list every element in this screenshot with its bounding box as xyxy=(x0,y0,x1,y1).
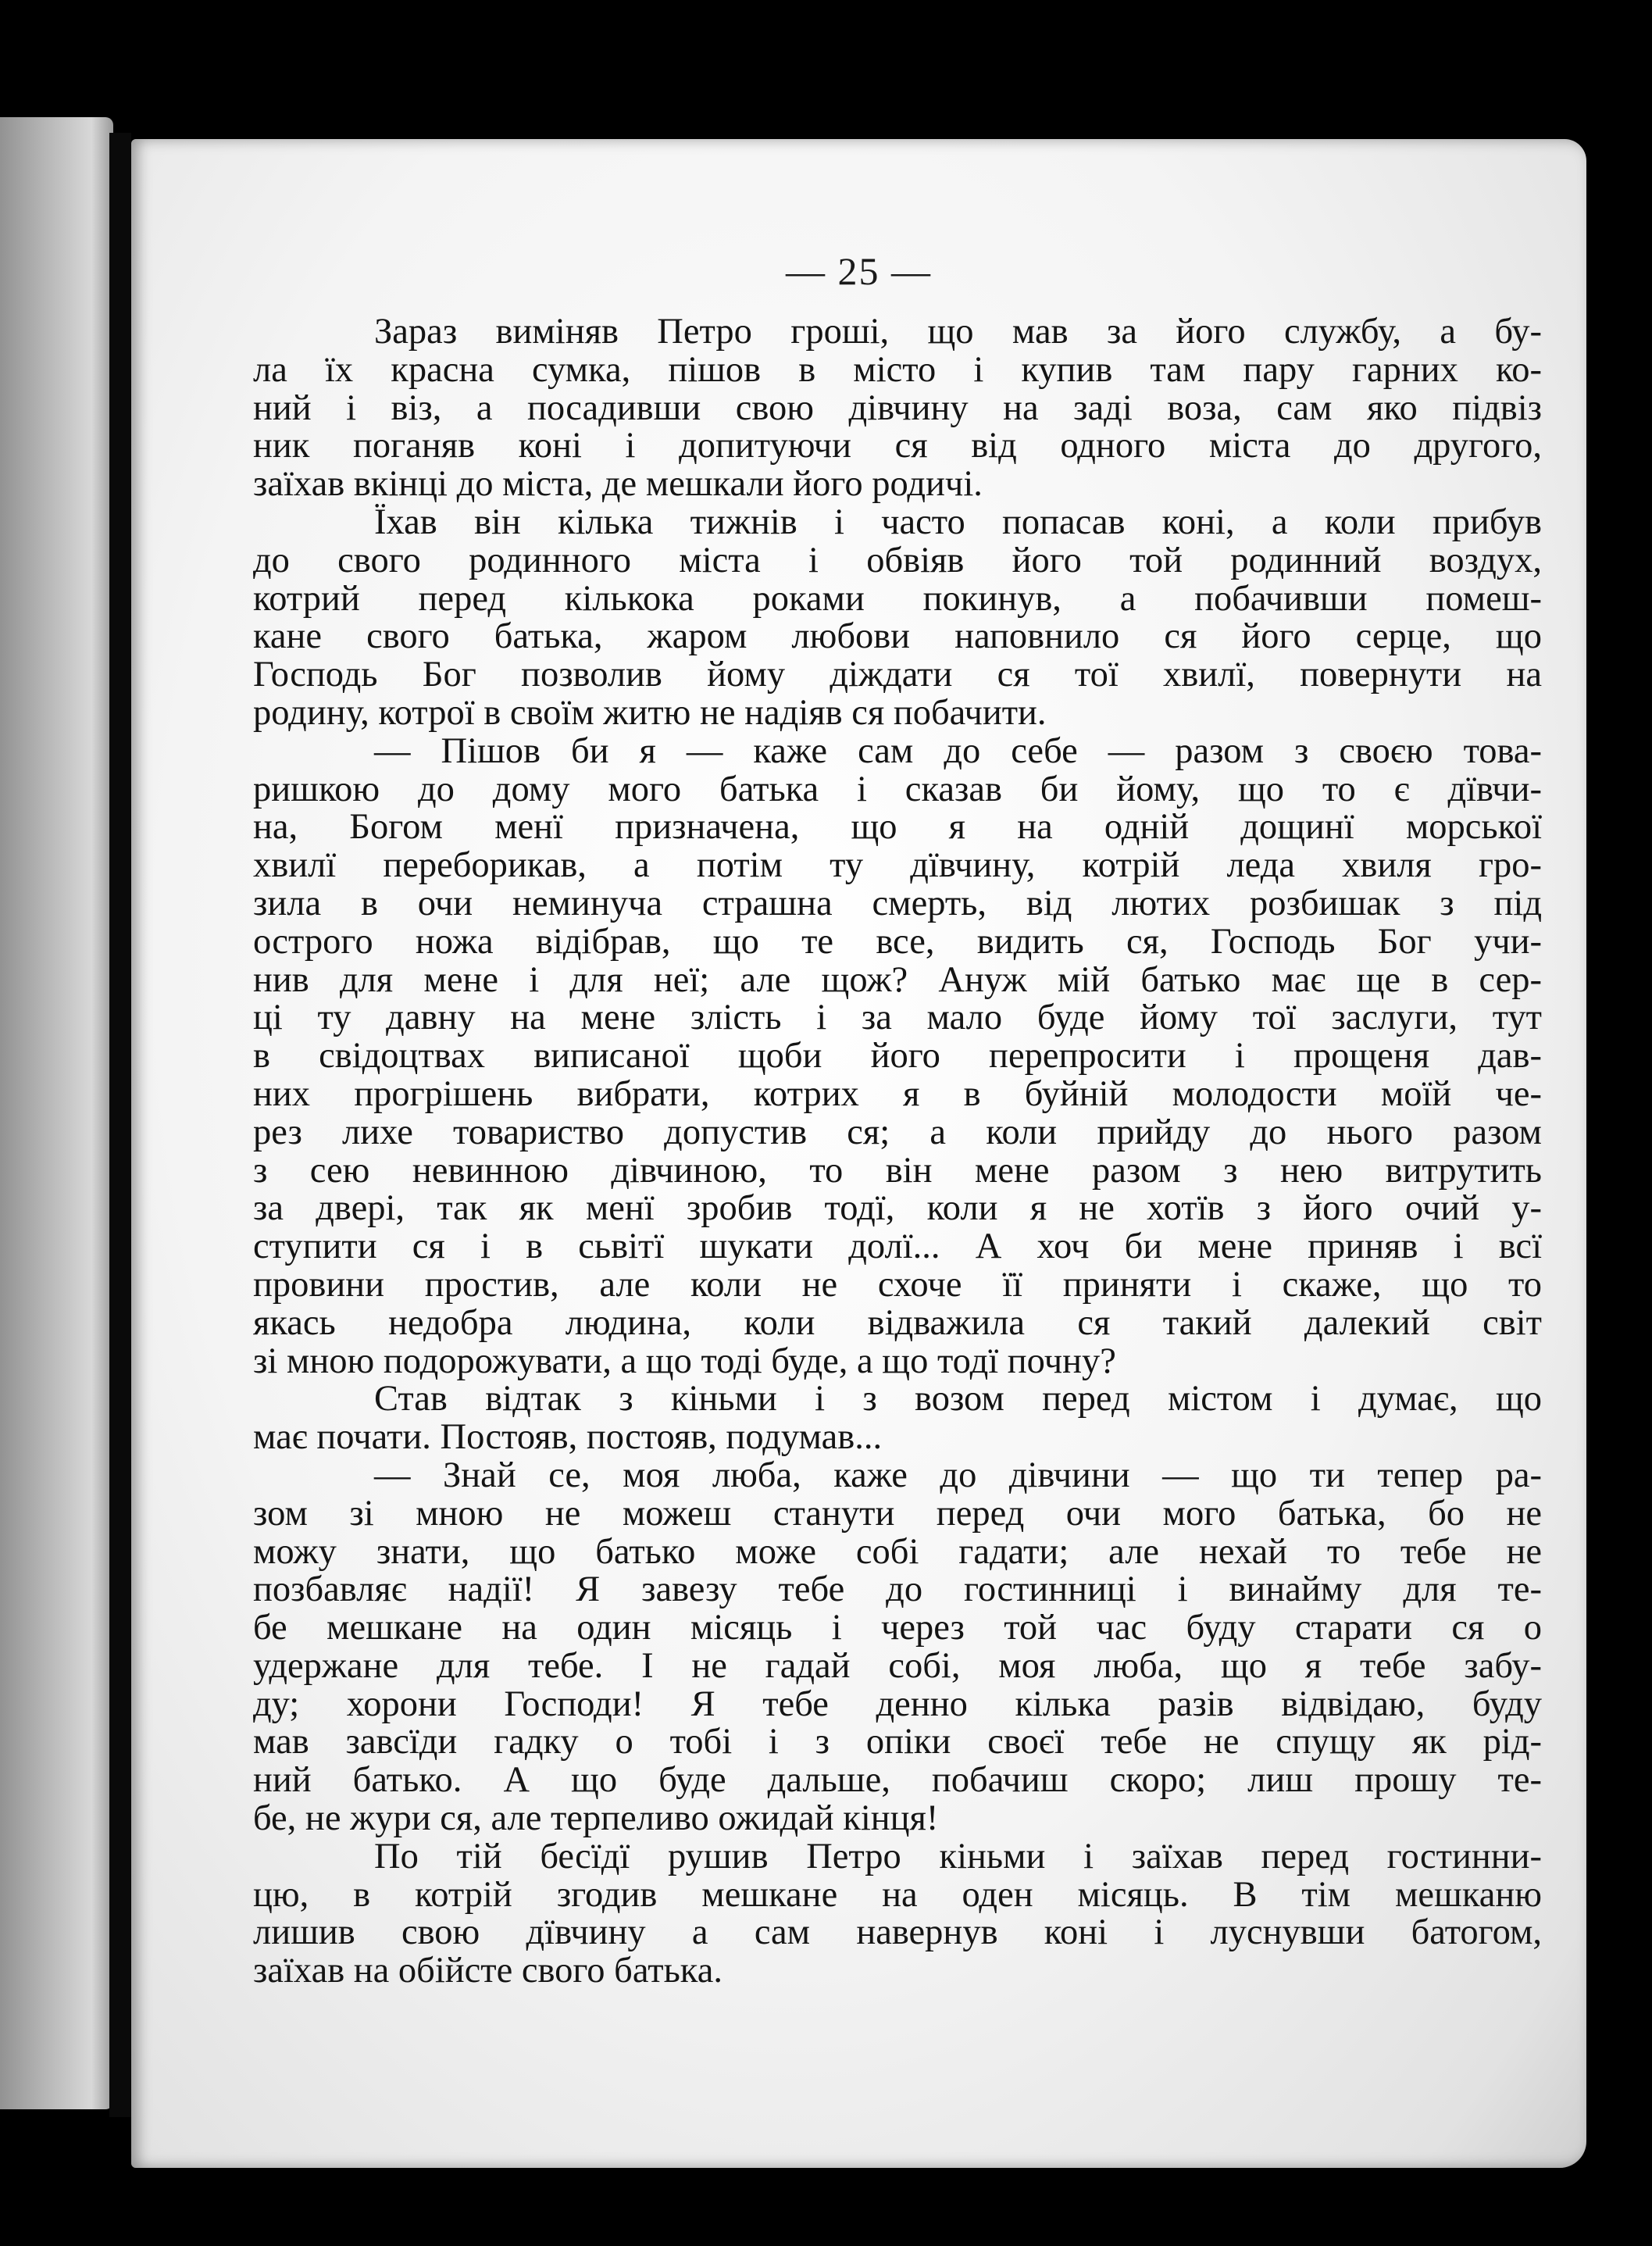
text-line: — Знай се, моя люба, каже до дівчини — що ти тепер ра- xyxy=(374,1455,1542,1495)
text-line: бе мешкане на один місяць і через той час буду старати ся о xyxy=(253,1608,1542,1648)
text-line: кане свого батька, жаром любови наповнило ся його серце, що xyxy=(253,616,1542,657)
text-line: хвилї переборикав, а потім ту дївчину, котрій леда хвиля гро- xyxy=(253,845,1542,886)
text-line: зі мною подорожувати, а що тоді буде, а що тодї почну? xyxy=(253,1341,1116,1381)
text-line: ришкою до дому мого батька і сказав би йому, що то є дївчи- xyxy=(253,769,1542,809)
text-line: Зараз виміняв Петро гроші, що мав за його службу, а бу- xyxy=(374,312,1542,352)
text-line: Їхав він кілька тижнів і часто попасав коні, а коли прибув xyxy=(374,502,1542,542)
text-line: з сею невинною дівчиною, то він мене разом з нею витрутить xyxy=(253,1150,1542,1191)
text-line: заїхав на обійсте свого батька. xyxy=(253,1951,723,1991)
text-line: ний батько. А що буде дальше, побачиш скоро; лиш прошу те- xyxy=(253,1760,1542,1801)
text-line: нив для мене і для неї; але щож? Ануж мій батько має ще в сер- xyxy=(253,959,1542,1000)
text-line: ступити ся і в сьвітї шукати долї... А хоч би мене приняв і всї xyxy=(253,1227,1542,1267)
text-line: бе, не жури ся, але терпеливо ожидай кінця! xyxy=(253,1798,939,1839)
text-line: ла їх красна сумка, пішов в місто і купив там пару гарних ко- xyxy=(253,349,1542,390)
text-line: ник поганяв коні і допитуючи ся від одного міста до другого, xyxy=(253,426,1542,466)
text-line: в свідоцтвах виписаної щоби його перепросити і прощеня дав- xyxy=(253,1036,1542,1077)
book-gutter xyxy=(109,133,131,2117)
text-line: них прогрішень вибрати, котрих я в буйній молодости моїй че- xyxy=(253,1073,1542,1114)
text-line: котрий перед кількока роками покинув, а побачивши помеш- xyxy=(253,578,1542,619)
text-line: родину, котрої в своїм житю не надіяв ся побачити. xyxy=(253,692,1047,733)
text-line: По тій бесїдї рушив Петро кіньми і заїхав перед гостинни- xyxy=(374,1836,1542,1876)
text-line: якась недобра людина, коли відважила ся такий далекий світ xyxy=(253,1302,1542,1343)
text-line: — Пішов би я — каже сам до себе — разом з своєю това- xyxy=(374,730,1542,771)
text-line: Став відтак з кіньми і з возом перед містом і думає, що xyxy=(374,1379,1542,1419)
text-line: цю, в котрій згодив мешкане на оден місяць. В тім мешканю xyxy=(253,1874,1542,1915)
text-line: рез лихе товариство допустив ся; а коли прийду до нього разом xyxy=(253,1112,1542,1152)
text-line: провини простив, але коли не схоче її приняти і скаже, що то xyxy=(253,1264,1542,1305)
text-line: має почати. Постояв, постояв, подумав... xyxy=(253,1417,883,1458)
text-line: ці ту давну на мене злість і за мало буде йому тої заслуги, тут xyxy=(253,998,1542,1038)
text-line: лишив свою дївчину а сам навернув коні і луснувши батогом, xyxy=(253,1912,1542,1953)
text-line: за двері, так як менї зробив тодї, коли я не хотїв з його очий у- xyxy=(253,1188,1542,1229)
text-line: удержане для тебе. І не гадай собі, моя люба, що я тебе забу- xyxy=(253,1645,1542,1686)
page-number: — 25 — xyxy=(786,249,932,293)
page-text xyxy=(253,313,1542,1991)
text-line: ний і віз, а посадивши свою дівчину на заді воза, сам яко підвіз xyxy=(253,387,1542,428)
text-line: мав завсїди гадку о тобі і з опіки своєї тебе не спущу як рід- xyxy=(253,1722,1542,1762)
left-facing-page-edge xyxy=(0,117,113,2109)
book-page xyxy=(131,139,1586,2168)
text-line: Господь Бог позволив йому діждати ся тої хвилї, повернути на xyxy=(253,655,1542,695)
text-line: ду; хорони Господи! Я тебе денно кілька разів відвідаю, буду xyxy=(253,1684,1542,1724)
text-line: на, Богом менї призначена, що я на одній дощинї морської xyxy=(253,807,1542,848)
text-line: позбавляє надії! Я завезу тебе до гостинниці і винайму для те- xyxy=(253,1569,1542,1610)
text-line: заїхав вкінці до міста, де мешкали його родичі. xyxy=(253,464,983,505)
text-line: зом зі мною не можеш станути перед очи мого батька, бо не xyxy=(253,1493,1542,1534)
text-line: зила в очи неминуча страшна смерть, від лютих розбишак з під xyxy=(253,883,1542,923)
text-line: острого ножа вiдiбрав, що те все, видить ся, Господь Бог учи- xyxy=(253,921,1542,962)
text-line: можу знати, що батько може собі гадати; але нехай то тебе не xyxy=(253,1531,1542,1572)
text-line: до свого родинного міста і обвіяв його той родинний воздух, xyxy=(253,540,1542,580)
